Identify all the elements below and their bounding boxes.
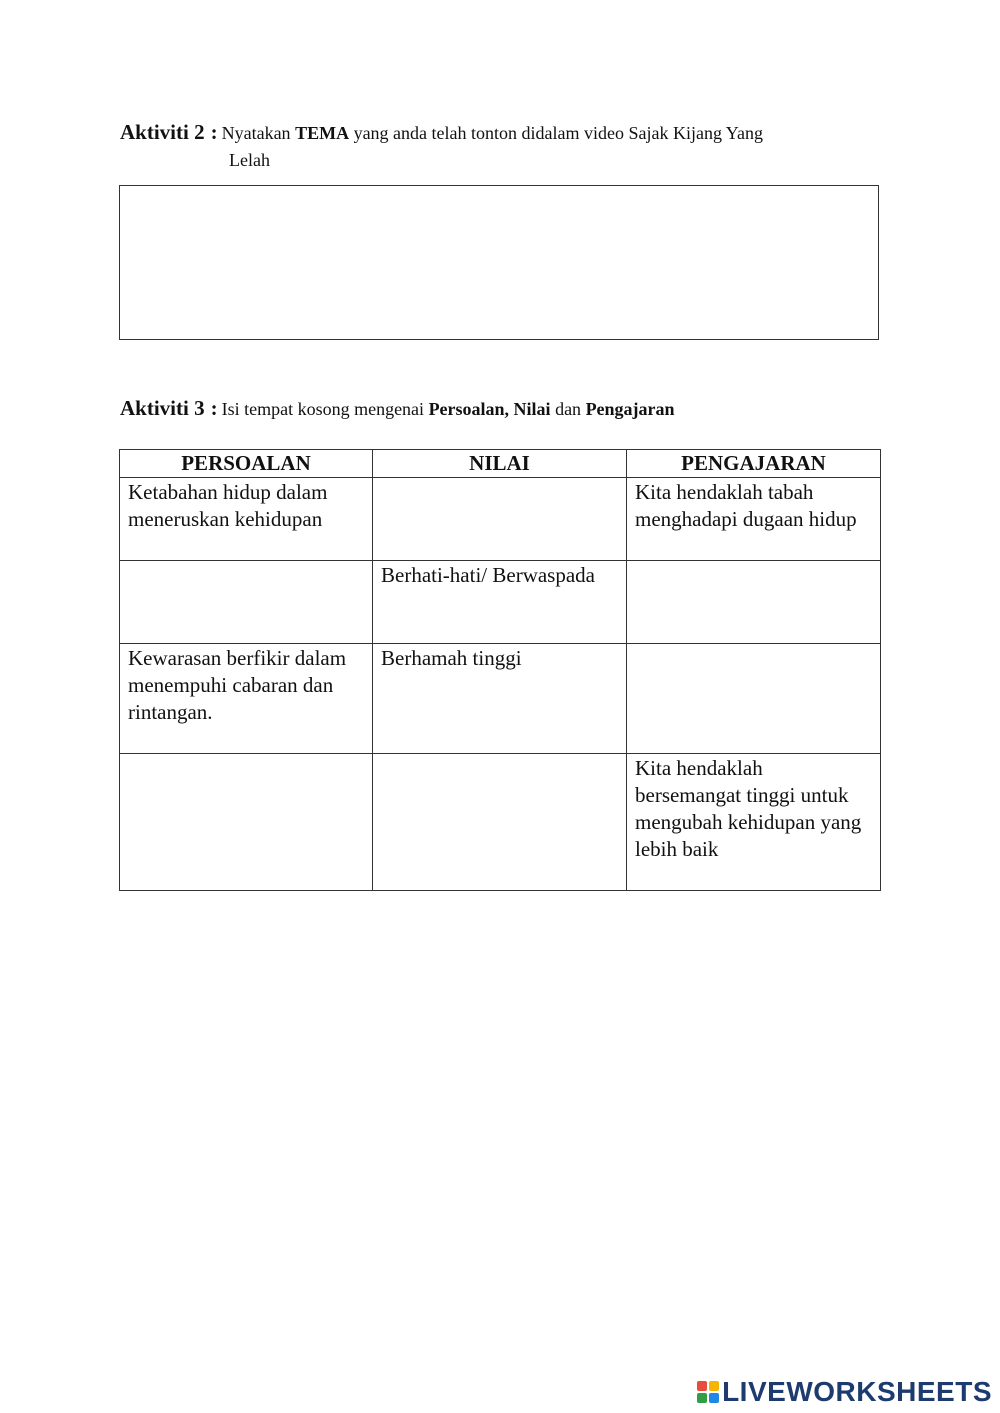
activity-3-heading: Aktiviti 3 (120, 396, 205, 420)
activity-2-text-post: yang anda telah tonton didalam video Sajak Kijang Yang (349, 123, 763, 143)
cell-nilai: Berhati-hati/ Berwaspada (373, 561, 627, 644)
cell-persoalan-blank[interactable] (120, 561, 373, 644)
activity-3-bold-2: Pengajaran (585, 399, 675, 419)
activity-3-colon: : (210, 396, 218, 420)
table-row (120, 644, 881, 754)
cell-nilai-blank[interactable] (373, 754, 627, 891)
table-row (120, 561, 881, 644)
table-row (120, 478, 881, 561)
activity-2-heading: Aktiviti 2 (120, 120, 205, 144)
activity-3-bold-1: Persoalan, Nilai (428, 399, 551, 419)
activity-2-text-bold: TEMA (295, 123, 350, 143)
cell-pengajaran: Kita hendaklah tabah menghadapi dugaan hidup (627, 478, 881, 561)
header-nilai: NILAI (373, 450, 627, 478)
activity-3-table (119, 449, 881, 891)
cell-pengajaran-blank[interactable] (627, 644, 881, 754)
activity-2-text-pre: Nyatakan (221, 123, 296, 143)
activity-3-text-mid: dan (550, 399, 586, 419)
liveworksheets-logo-icon (697, 1381, 719, 1403)
logo-tile-blue (709, 1393, 719, 1403)
tema-answer-box[interactable] (119, 185, 879, 340)
cell-persoalan: Ketabahan hidup dalam meneruskan kehidupan (120, 478, 373, 561)
header-pengajaran: PENGAJARAN (627, 450, 881, 478)
cell-nilai: Berhamah tinggi (373, 644, 627, 754)
table-row (120, 754, 881, 891)
table-header-row (120, 450, 881, 478)
cell-pengajaran-blank[interactable] (627, 561, 881, 644)
cell-pengajaran: Kita hendaklah bersemangat tinggi untuk mengubah kehidupan yang lebih baik (627, 754, 881, 891)
cell-persoalan: Kewarasan berfikir dalam menempuhi cabaran dan rintangan. (120, 644, 373, 754)
liveworksheets-brand-text: LIVEWORKSHEETS (722, 1376, 992, 1407)
logo-tile-green (697, 1393, 707, 1403)
cell-nilai-blank[interactable] (373, 478, 627, 561)
logo-tile-yellow (709, 1381, 719, 1391)
activity-2-instruction (120, 120, 880, 145)
activity-2-text-line2: Lelah (229, 150, 270, 170)
header-persoalan: PERSOALAN (120, 450, 373, 478)
activity-3-instruction (120, 396, 880, 421)
cell-persoalan-blank[interactable] (120, 754, 373, 891)
logo-tile-red (697, 1381, 707, 1391)
activity-3-text-pre: Isi tempat kosong mengenai (221, 399, 429, 419)
liveworksheets-logo (697, 1375, 992, 1409)
activity-2-colon: : (210, 120, 218, 144)
